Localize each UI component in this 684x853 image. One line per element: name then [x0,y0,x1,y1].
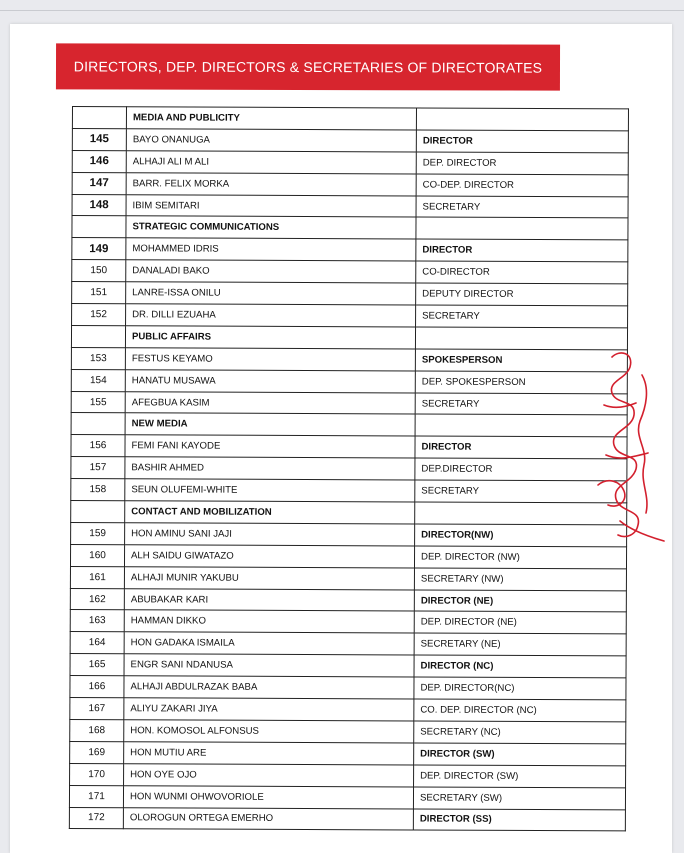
member-name: HAMMAN DIKKO [124,610,414,633]
page-title-banner [56,43,560,90]
member-name: HON GADAKA ISMAILA [124,632,414,655]
table-row [70,719,626,743]
section-header-row [72,107,628,131]
section-header-row [71,501,627,525]
member-name: HON OYE OJO [124,763,414,786]
member-role: DIRECTOR(NW) [415,524,627,547]
table-row [72,282,628,306]
row-number: 171 [69,785,123,807]
row-number: 168 [70,719,124,741]
member-role: DIRECTOR (NC) [414,655,626,678]
member-name: LANRE-ISSA ONILU [126,282,416,305]
member-name: BASHIR AHMED [125,457,415,480]
table-row [69,807,625,831]
row-number: 161 [70,566,124,588]
table-row [72,304,628,328]
member-role: DEP.DIRECTOR [415,458,627,481]
row-number: 157 [71,457,125,479]
row-number: 152 [72,304,126,326]
member-role: DIRECTOR (NE) [414,590,626,613]
member-name: FEMI FANI KAYODE [125,435,415,458]
member-name: HON MUTIU ARE [124,742,414,765]
table-row [71,347,627,371]
row-number: 147 [72,172,126,194]
section-number-cell [72,216,126,238]
directorate-table [69,106,629,832]
member-role: SECRETARY (NC) [414,721,626,744]
table-row [72,172,628,196]
member-role: SECRETARY (NW) [414,568,626,591]
table-row [70,698,626,722]
member-role: DIRECTOR [416,130,628,153]
member-name: ALIYU ZAKARI JIYA [124,698,414,721]
table-row [70,544,626,568]
row-number: 162 [70,588,124,610]
row-number: 165 [70,654,124,676]
row-number: 148 [72,194,126,216]
table-row [70,610,626,634]
section-number-cell [71,325,125,347]
section-header-row [71,325,627,349]
section-header-row [71,413,627,437]
member-name: AFEGBUA KASIM [125,391,415,414]
member-name: DANALADI BAKO [126,260,416,283]
member-role: DEP. DIRECTOR(NC) [414,677,626,700]
row-number: 151 [72,282,126,304]
table-row [71,369,627,393]
member-role: SECRETARY [416,196,628,219]
section-role-cell [416,108,628,131]
member-role: DEP. DIRECTOR (NE) [414,611,626,634]
row-number: 164 [70,632,124,654]
row-number: 146 [72,150,126,172]
section-title: PUBLIC AFFAIRS [125,326,415,349]
table-row [70,676,626,700]
section-title: NEW MEDIA [125,413,415,436]
section-role-cell [416,217,628,240]
member-role: DEPUTY DIRECTOR [416,283,628,306]
member-role: SPOKESPERSON [415,349,627,372]
member-role: SECRETARY [415,393,627,416]
table-row [71,457,627,481]
member-role: SECRETARY (NE) [414,633,626,656]
member-name: ALHAJI MUNIR YAKUBU [124,566,414,589]
section-number-cell [71,501,125,523]
member-name: BAYO ONANUGA [126,129,416,152]
member-name: OLOROGUN ORTEGA EMERHO [123,807,413,830]
table-row [70,654,626,678]
row-number: 156 [71,435,125,457]
table-row [72,128,628,152]
member-name: HON AMINU SANI JAJI [125,523,415,546]
table-row [71,391,627,415]
member-name: IBIM SEMITARI [126,194,416,217]
row-number: 159 [71,522,125,544]
member-name: HON WUNMI OHWOVORIOLE [123,785,413,808]
member-role: DEP. DIRECTOR (SW) [414,765,626,788]
table-row [71,522,627,546]
member-name: BARR. FELIX MORKA [126,172,416,195]
member-role: DIRECTOR (SW) [414,743,626,766]
member-name: DR. DILLI EZUAHA [126,304,416,327]
table-row [72,260,628,284]
row-number: 145 [72,128,126,150]
member-role: DIRECTOR (SS) [413,808,625,831]
member-role: DIRECTOR [416,239,628,262]
row-number: 158 [71,479,125,501]
table-row [72,150,628,174]
page-title: DIRECTORS, DEP. DIRECTORS & SECRETARIES OF DIRECTORATES [73,58,543,76]
row-number: 154 [71,369,125,391]
row-number: 166 [70,676,124,698]
row-number: 167 [70,698,124,720]
row-number: 170 [70,763,124,785]
member-name: SEUN OLUFEMI-WHITE [125,479,415,502]
row-number: 149 [72,238,126,260]
row-number: 150 [72,260,126,282]
row-number: 153 [71,347,125,369]
table-row [70,566,626,590]
member-role: DIRECTOR [415,436,627,459]
member-name: ALH SAIDU GIWATAZO [124,545,414,568]
member-name: ALHAJI ALI M ALI [126,151,416,174]
section-title: STRATEGIC COMMUNICATIONS [126,216,416,239]
table-row [70,741,626,765]
table-row [70,588,626,612]
member-role: CO-DEP. DIRECTOR [416,174,628,197]
section-number-cell [71,413,125,435]
member-role: CO. DEP. DIRECTOR (NC) [414,699,626,722]
row-number: 172 [69,807,123,829]
member-name: ALHAJI ABDULRAZAK BABA [124,676,414,699]
section-title: CONTACT AND MOBILIZATION [125,501,415,524]
table-row [72,238,628,262]
member-name: HANATU MUSAWA [125,369,415,392]
member-name: ENGR SANI NDANUSA [124,654,414,677]
member-role: SECRETARY [415,480,627,503]
member-name: MOHAMMED IDRIS [126,238,416,261]
table-row [71,479,627,503]
member-role: DEP. DIRECTOR [416,152,628,175]
table-row [72,194,628,218]
member-role: DEP. DIRECTOR (NW) [414,546,626,569]
section-header-row [72,216,628,240]
member-name: ABUBAKAR KARI [124,588,414,611]
screen-divider [0,10,684,11]
table-row [70,632,626,656]
section-title: MEDIA AND PUBLICITY [126,107,416,130]
handwritten-signature [590,345,670,545]
member-name: HON. KOMOSOL ALFONSUS [124,720,414,743]
member-role: SECRETARY (SW) [413,787,625,810]
member-role: SECRETARY [416,305,628,328]
table-row [71,435,627,459]
table-row [70,763,626,787]
table-row [69,785,625,809]
member-role: DEP. SPOKESPERSON [415,371,627,394]
directorate-table-body [69,107,628,832]
row-number: 169 [70,741,124,763]
row-number: 155 [71,391,125,413]
row-number: 160 [70,544,124,566]
member-name: FESTUS KEYAMO [125,348,415,371]
section-number-cell [72,107,126,129]
member-role: CO-DIRECTOR [416,261,628,284]
row-number: 163 [70,610,124,632]
